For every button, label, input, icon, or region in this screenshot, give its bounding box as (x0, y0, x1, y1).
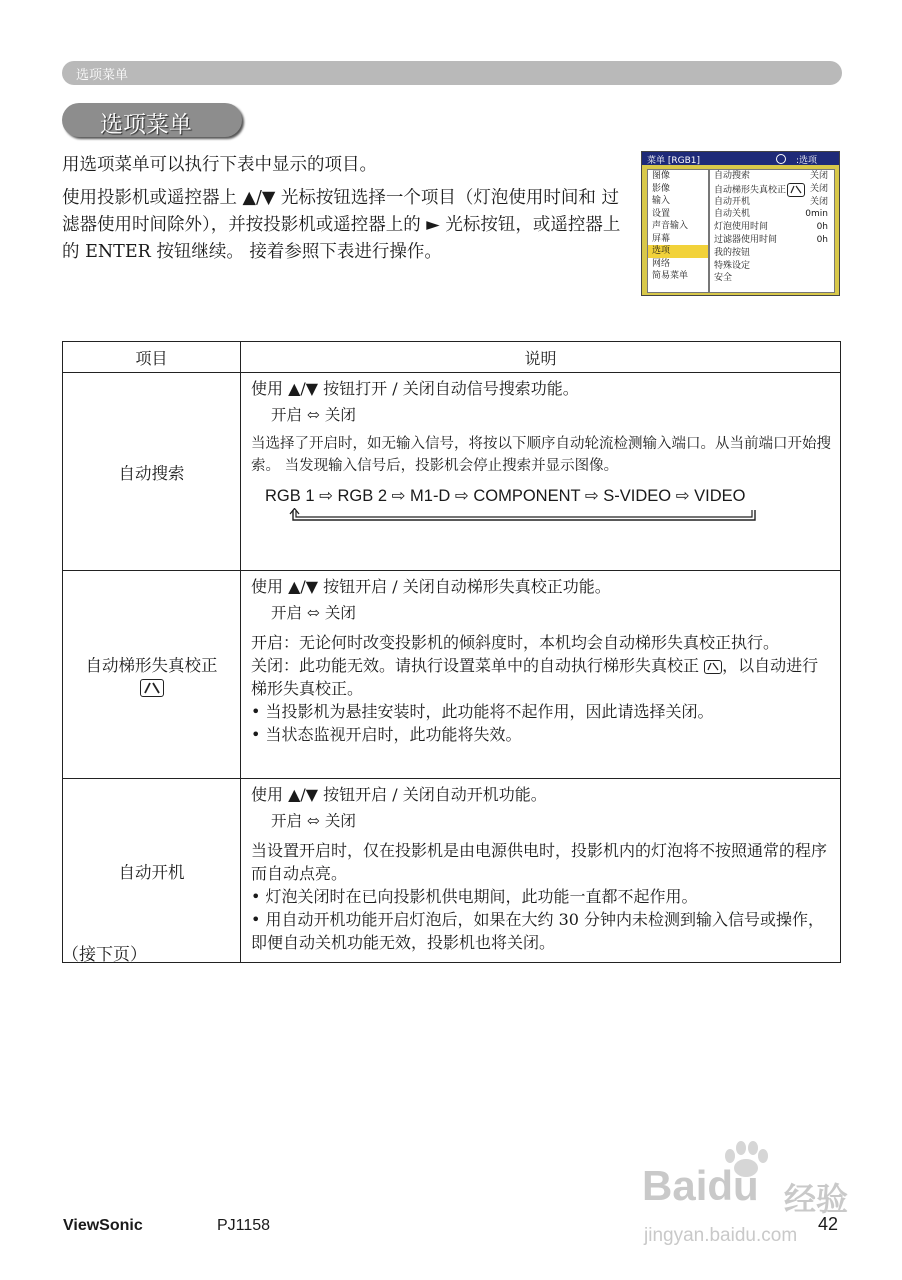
menu-category: 声音输入 (652, 221, 689, 231)
desc-line (251, 654, 832, 700)
desc-auto-keystone (241, 571, 841, 779)
intro-paragraph-1: 用选项菜单可以执行下表中显示的项目。 (62, 155, 377, 175)
continue-note: （接下页） (62, 945, 147, 965)
column-header-item: 项目 (63, 342, 241, 373)
item-auto-power-on: 自动开机 (63, 779, 241, 963)
table-row (63, 571, 841, 779)
bullet: • 灯泡关闭时在已向投影机供电期间，此功能一直都不起作用。 (251, 887, 698, 906)
watermark-logo: Baidu (642, 1162, 759, 1209)
menu-option-label: 特殊设定 (714, 260, 751, 271)
menu-option (710, 234, 834, 247)
menu-category: 影像 (652, 183, 671, 194)
section-title-pill (62, 103, 242, 137)
intro-paragraph-2: 使用投影机或遥控器上 ▲/▼ 光标按钮选择一个项目（灯泡使用时间和 过滤器使用时间除外），并按投影机或遥控器上的 ► 光标按钮，或遥控器上的 ENTER 按钮继续。 接着参照下表进行操作。 (62, 188, 621, 262)
menu-option (710, 247, 834, 260)
footer-brand: ViewSonic (63, 1217, 143, 1234)
section-title: 选项菜单 (100, 112, 192, 138)
desc-line-part: ，以自动进行梯形失真校正。 (251, 656, 819, 698)
menu-hint: :选项 (795, 156, 817, 166)
menu-option (710, 221, 834, 234)
desc-line: 使用 ▲/▼ 按钮开启 / 关闭自动梯形失真校正功能。 (251, 577, 611, 596)
running-header-title: 选项菜单 (76, 68, 129, 83)
options-table (62, 341, 841, 963)
menu-option (710, 170, 834, 183)
desc-line: 当设置开启时，仅在投影机是由电源供电时，投影机内的灯泡将不按照通常的程序而自动点亮。 (251, 841, 828, 883)
menu-title-bar (642, 152, 839, 165)
menu-option (710, 208, 834, 221)
footer-model: PJ1158 (217, 1217, 271, 1234)
keystone-icon (140, 679, 164, 697)
desc-line: 当选择了开启时，如无输入信号，将按以下顺序自动轮流检测输入端口。从当前端口开始搜索。 当发现输入信号后，投影机会停止搜索并显示图像。 (251, 436, 831, 474)
menu-option-label: 自动开机 (714, 196, 751, 207)
menu-category: 输入 (652, 196, 671, 206)
menu-option-value: 关闭 (809, 183, 828, 194)
watermark-cn: 经验 (784, 1180, 849, 1218)
menu-option-label: 自动梯形失真校正 (714, 185, 787, 196)
onoff-text: 开启 ⬄ 关闭 (271, 812, 356, 830)
column-header-desc: 说明 (241, 342, 841, 373)
menu-option-list (709, 169, 835, 293)
watermark (638, 1140, 858, 1265)
menu-option-label: 安全 (714, 273, 733, 284)
menu-category: 简易菜单 (652, 271, 689, 281)
menu-category: 屏幕 (652, 233, 671, 244)
onoff-text: 开启 ⬄ 关闭 (271, 406, 356, 424)
desc-line-part: 关闭：此功能无效。请执行设置菜单中的自动执行梯形失真校正 (251, 656, 700, 675)
item-auto-keystone (63, 571, 241, 779)
menu-option-label: 灯泡使用时间 (714, 222, 769, 233)
menu-option-label: 过滤器使用时间 (714, 234, 778, 245)
options-menu-screenshot (641, 151, 840, 296)
input-sequence: RGB 1 ⇨ RGB 2 ⇨ M1-D ⇨ COMPONENT ⇨ S-VIDEO ⇨ VIDEO (265, 487, 746, 505)
menu-title: 菜单 [RGB1] (647, 156, 701, 166)
page-number: 42 (818, 1214, 839, 1234)
desc-line: 使用 ▲/▼ 按钮打开 / 关闭自动信号搜索功能。 (251, 379, 579, 398)
menu-option (710, 272, 834, 285)
menu-option-label: 自动搜索 (714, 171, 751, 181)
menu-category: 设置 (652, 208, 671, 219)
menu-option (710, 196, 834, 209)
menu-option-value: 关闭 (809, 171, 828, 181)
table-header-row (63, 342, 841, 373)
desc-auto-search (241, 373, 841, 571)
bullet: • 用自动开机功能开启灯泡后，如果在大约 30 分钟内未检测到输入信号或操作，即便自动关机功能无效，投影机也将关闭。 (251, 910, 825, 952)
menu-option-value: 0h (816, 234, 828, 245)
menu-option (710, 260, 834, 273)
onoff-text: 开启 ⬄ 关闭 (271, 604, 356, 622)
keystone-icon (704, 660, 722, 674)
menu-option-value: 0min (805, 209, 828, 220)
bullet: • 当投影机为悬挂安装时，此功能将不起作用，因此请选择关闭。 (251, 702, 714, 721)
bullet: • 当状态监视开启时，此功能将失效。 (251, 725, 522, 744)
menu-category-list (647, 169, 709, 293)
intro-text (62, 152, 632, 272)
menu-option-label: 我的按钮 (714, 247, 751, 258)
menu-option-label: 自动关机 (714, 209, 751, 220)
watermark-url: jingyan.baidu.com (644, 1225, 798, 1246)
menu-option-value: 0h (816, 222, 828, 233)
desc-line: 使用 ▲/▼ 按钮开启 / 关闭自动开机功能。 (251, 785, 547, 804)
menu-category-selected: 选项 (648, 245, 708, 258)
table-row (63, 373, 841, 571)
dial-icon (776, 154, 786, 164)
menu-category: 图像 (652, 171, 671, 181)
loop-arrow-icon (289, 508, 759, 524)
item-auto-keystone-label: 自动梯形失真校正 (85, 656, 218, 675)
menu-category: 网络 (652, 258, 671, 269)
desc-line: 开启：无论何时改变投影机的倾斜度时，本机均会自动梯形失真校正执行。 (251, 633, 780, 652)
menu-option-value: 关闭 (809, 196, 828, 207)
menu-option (710, 183, 834, 196)
desc-auto-power-on (241, 779, 841, 963)
table-row (63, 779, 841, 963)
item-auto-search: 自动搜索 (63, 373, 241, 571)
running-header (62, 61, 842, 85)
